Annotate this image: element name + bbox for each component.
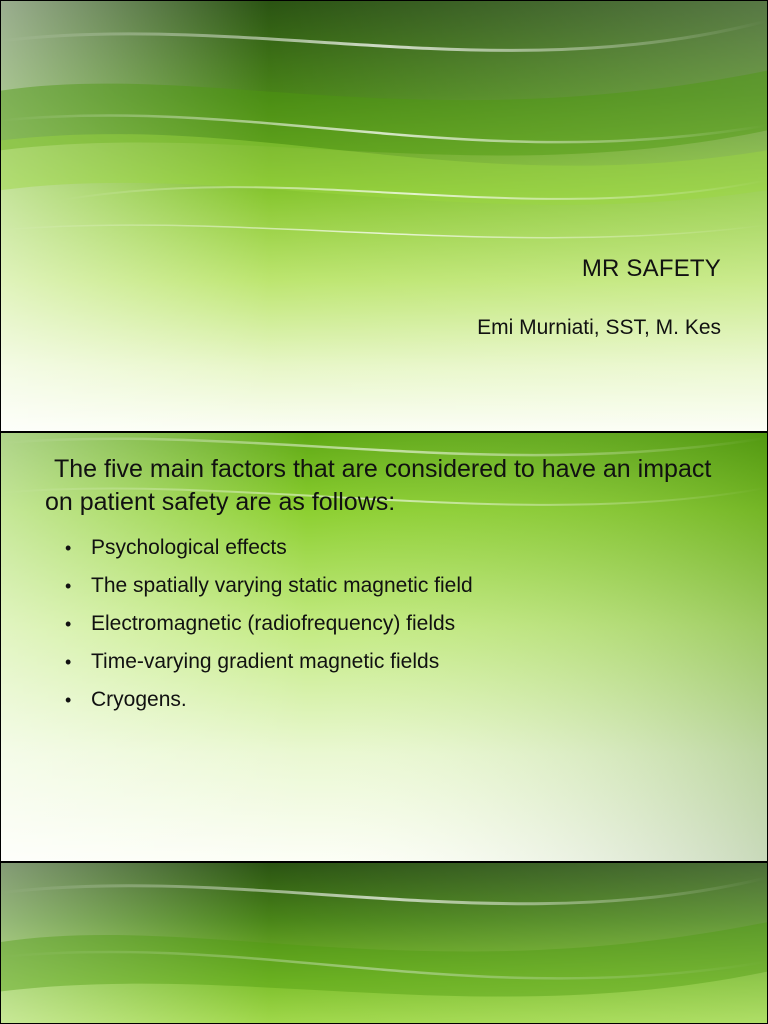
bullet-text: Psychological effects — [91, 536, 287, 559]
bullet-icon: • — [65, 690, 72, 710]
bullet-icon: • — [65, 652, 72, 672]
content-slide — [0, 432, 768, 862]
green-wave-background — [1, 863, 767, 1023]
slide-author: Emi Murniati, SST, M. Kes — [477, 316, 721, 339]
title-slide — [0, 0, 768, 432]
bullet-text: Time-varying gradient magnetic fields — [91, 650, 440, 673]
bullet-icon: • — [65, 576, 72, 596]
bullet-icon: • — [65, 538, 72, 558]
intro-paragraph: The five main factors that are considered to have an impact on patient safety are as follows: — [45, 455, 712, 516]
list-item — [65, 605, 473, 643]
list-item — [65, 567, 473, 605]
bullet-icon: • — [65, 614, 72, 634]
list-item — [65, 529, 473, 567]
list-item — [65, 681, 473, 719]
slide-title: MR SAFETY — [581, 255, 721, 282]
green-wave-background — [1, 1, 767, 431]
bullet-text: The spatially varying static magnetic field — [91, 574, 473, 597]
list-item — [65, 643, 473, 681]
bullet-list — [65, 529, 473, 719]
bullet-text: Cryogens. — [91, 688, 187, 711]
bullet-text: Electromagnetic (radiofrequency) fields — [91, 612, 456, 635]
partial-slide — [0, 862, 768, 1024]
